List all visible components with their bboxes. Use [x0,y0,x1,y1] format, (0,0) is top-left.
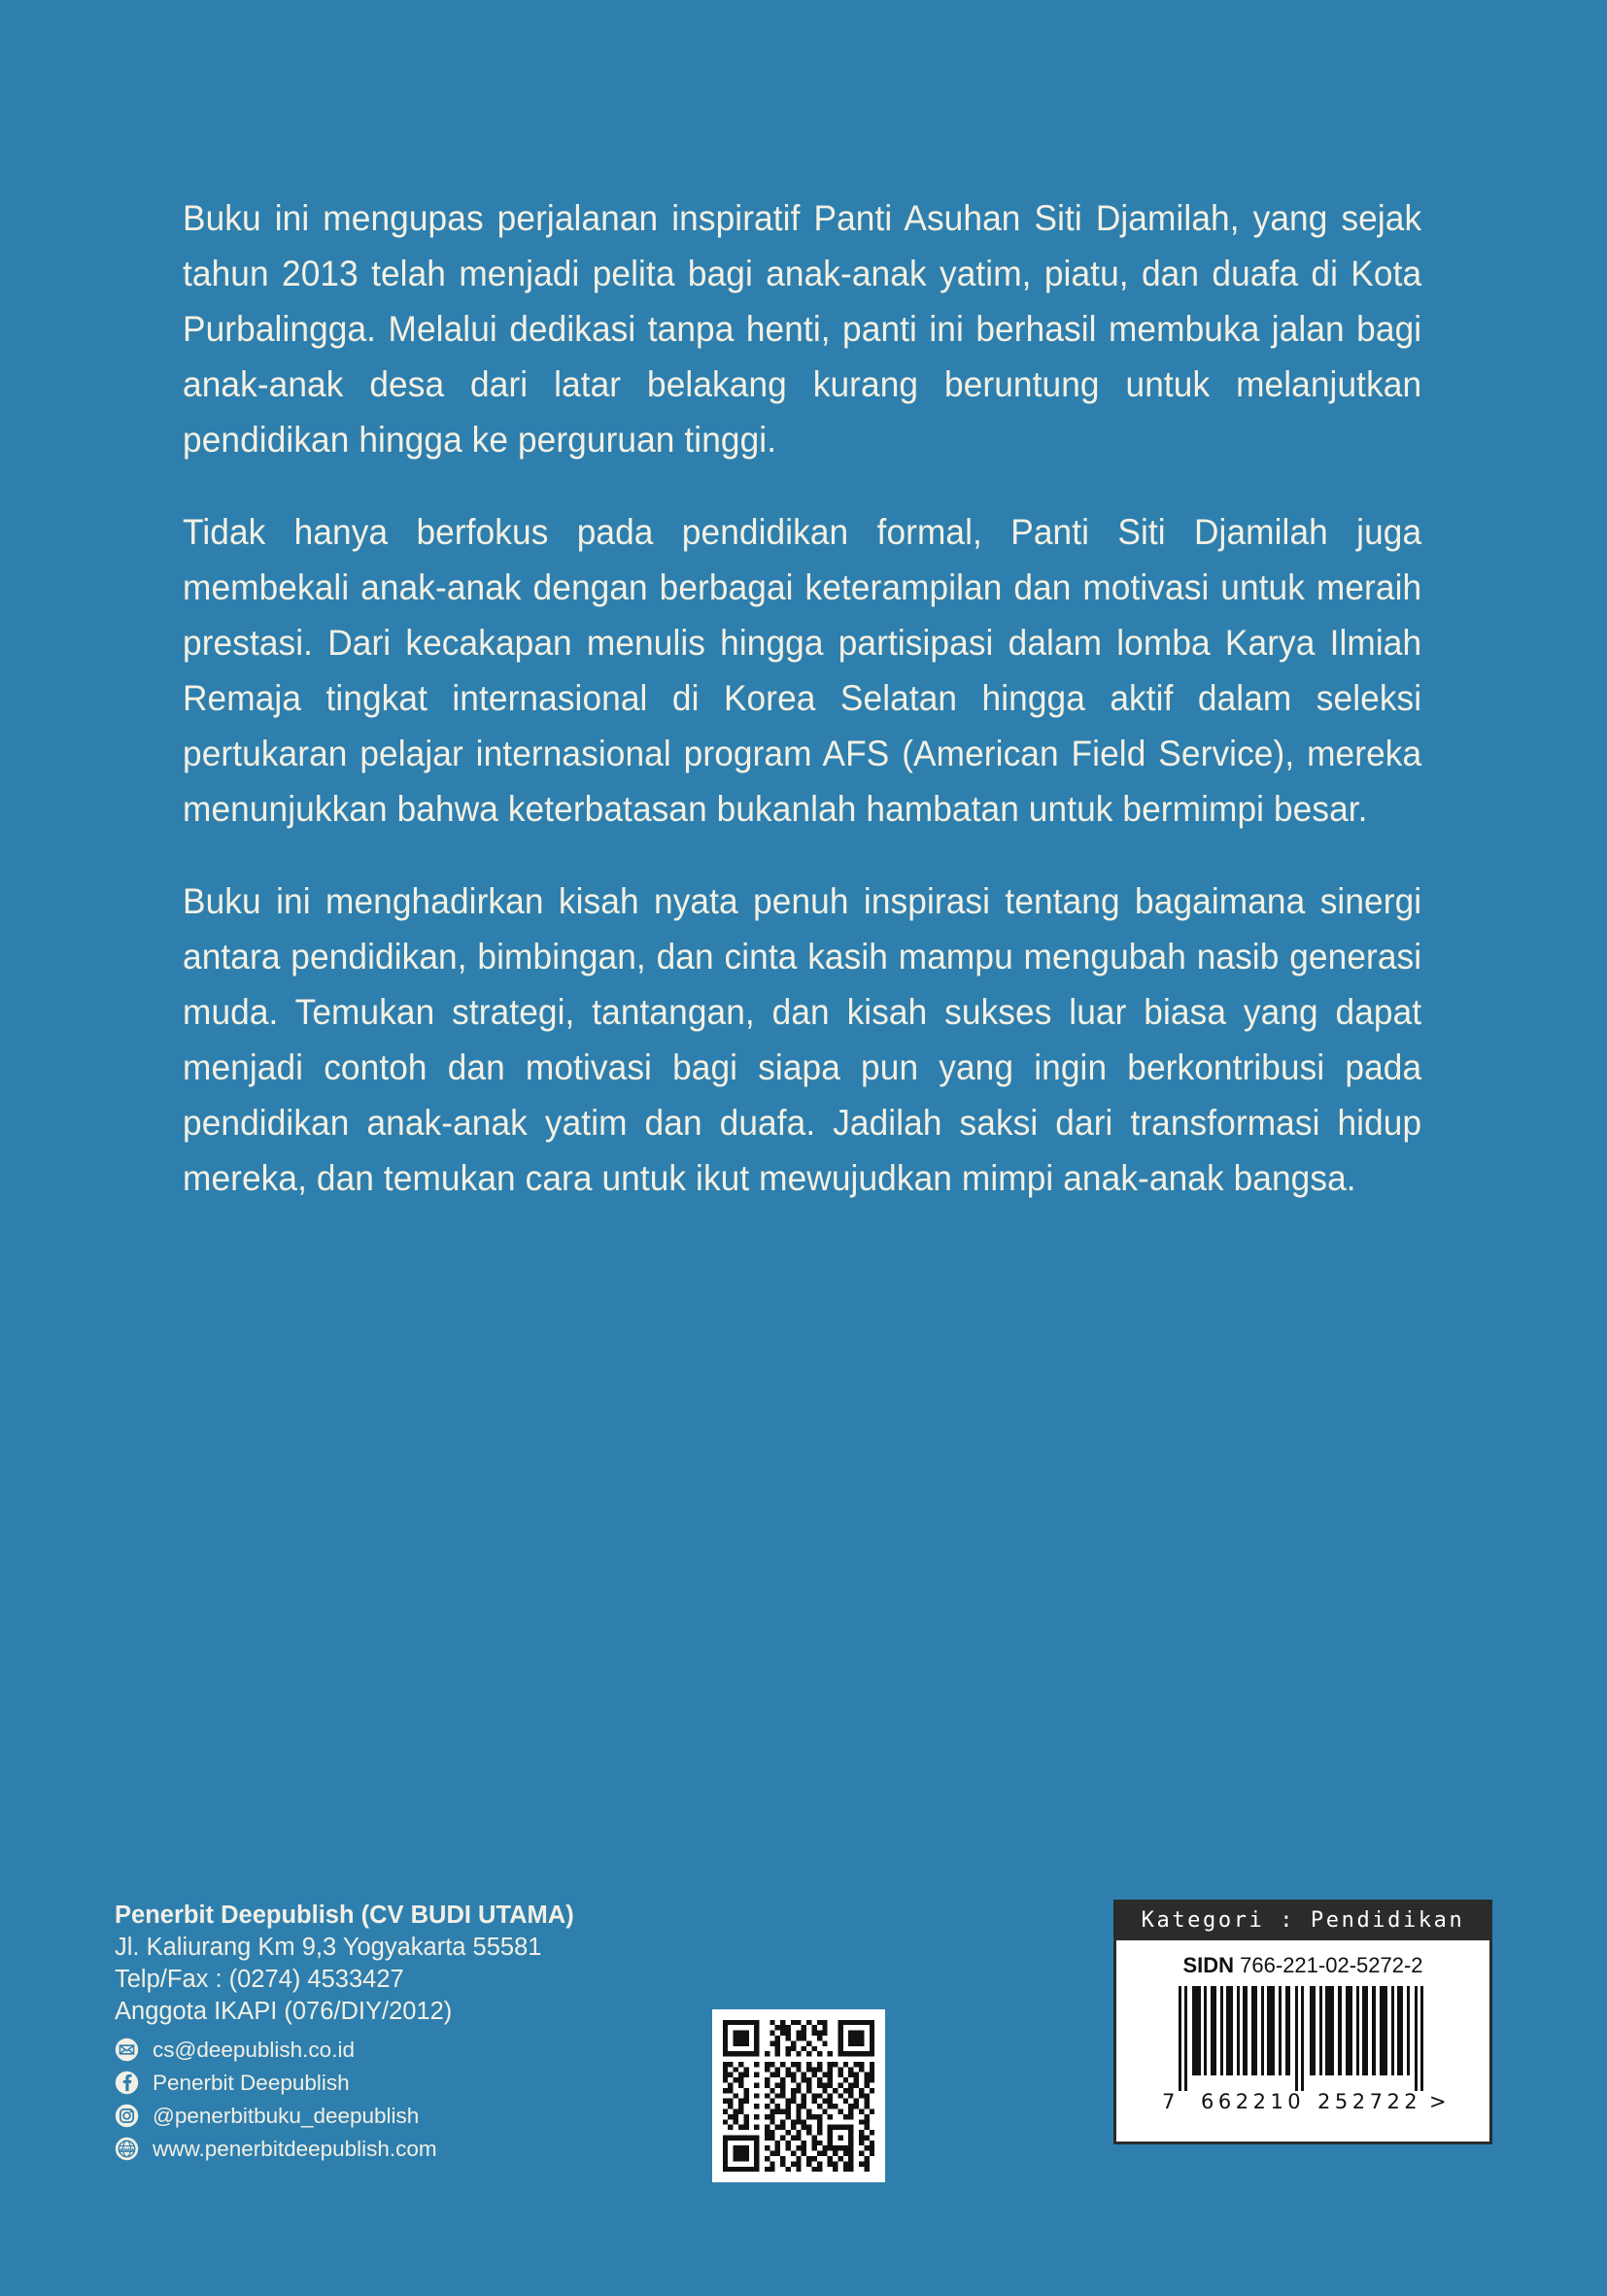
sidn-number: 766-221-02-5272-2 [1240,1953,1423,1977]
blurb-text-block [183,190,1421,1206]
barcode-panel-spacer [1116,2120,1489,2142]
cover-footer [0,1900,1607,2191]
publisher-ikapi-membership: Anggota IKAPI (076/DIY/2012) [115,1998,453,2025]
contact-website: www.penerbitdeepublish.com [153,2136,437,2161]
contact-email: cs@deepublish.co.id [153,2037,355,2062]
contact-row-email[interactable] [115,2035,736,2065]
contact-instagram: @penerbitbuku_deepublish [153,2103,420,2128]
barcode-panel [1113,1900,1492,2144]
sidn-prefix: SIDN [1182,1953,1235,1977]
contact-facebook: Penerbit Deepublish [153,2070,350,2095]
publisher-phone: Telp/Fax : (0274) 4533427 [115,1966,404,1993]
blurb-paragraph-1: Buku ini mengupas perjalanan inspiratif Panti Asuhan Siti Djamilah, yang sejak tahun 2013 telah menjadi pelita bagi anak-anak yatim, piatu, dan duafa di Kota Purbalingga. Melalui dedikasi tanpa henti, panti ini berhasil membuka jalan bagi anak-anak desa dari latar belakang kurang beruntung untuk melanjutkan pendidikan hingga ke perguruan tinggi. [183,197,1422,460]
contact-row-facebook[interactable] [115,2068,736,2098]
publisher-address: Jl. Kaliurang Km 9,3 Yogyakarta 55581 [115,1934,542,1961]
publisher-contact-list [115,2035,736,2164]
category-label: Kategori : Pendidikan [1116,1902,1489,1940]
barcode-digit-left: 7 [1162,2090,1176,2110]
facebook-icon [115,2071,139,2095]
instagram-icon [115,2104,139,2128]
barcode-digits-group2: 252722 [1317,2090,1422,2110]
sidn-line [1116,1955,1489,1976]
svg-text:www: www [118,2145,136,2154]
barcode-body [1116,1940,1489,2120]
barcode-terminator: > [1429,2090,1447,2110]
qr-code-icon[interactable] [712,2009,885,2182]
blurb-paragraph-3: Buku ini menghadirkan kisah nyata penuh inspirasi tentang bagaimana sinergi antara pendidikan, bimbingan, dan cinta kasih mampu mengubah nasib generasi muda. Temukan strategi, tantangan, dan kisah sukses luar biasa yang dapat menjadi contoh dan motivasi bagi siapa pun yang ingin berkontribusi pada pendidikan anak-anak yatim dan duafa. Jadilah saksi dari transformasi hidup mereka, dan temukan cara untuk ikut mewujudkan mimpi anak-anak bangsa. [183,880,1422,1198]
globe-www-icon [115,2137,139,2161]
barcode-digits-group1: 662210 [1201,2090,1306,2110]
contact-row-website[interactable] [115,2134,736,2164]
blurb-paragraph-2: Tidak hanya berfokus pada pendidikan formal, Panti Siti Djamilah juga membekali anak-anak dengan berbagai keterampilan dan motivasi untuk meraih prestasi. Dari kecakapan menulis hingga partisipasi dalam lomba Karya Ilmiah Remaja tingkat internasional di Korea Selatan hingga aktif dalam seleksi pertukaran pelajar internasional program AFS (American Field Service), mereka menunjukkan bahwa keterbatasan bukanlah hambatan untuk bermimpi besar. [183,511,1422,829]
publisher-name: Penerbit Deepublish (CV BUDI UTAMA) [115,1902,574,1929]
ean-barcode [1157,1986,1449,2110]
contact-row-instagram[interactable] [115,2101,736,2131]
email-icon [115,2038,139,2062]
publisher-info-block [115,1900,736,2167]
